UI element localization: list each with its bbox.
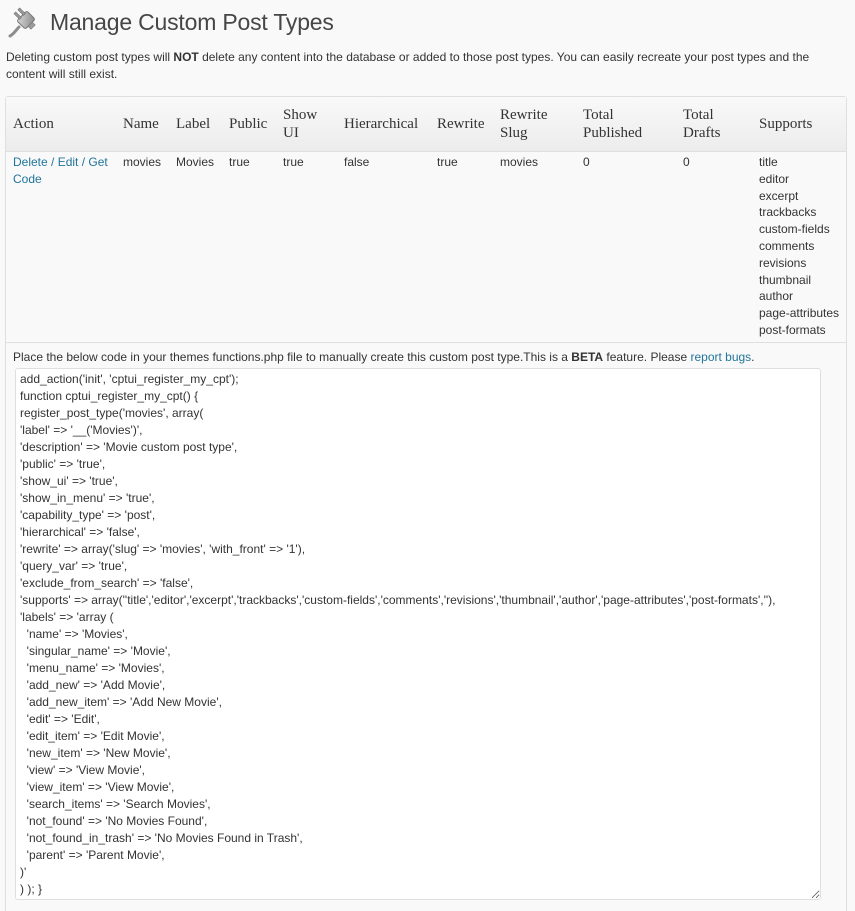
edit-link[interactable]: Edit <box>57 155 79 169</box>
list-item: comments <box>759 238 815 253</box>
list-item: revisions <box>759 255 807 270</box>
list-item: page-attributes <box>759 306 840 321</box>
delete-notice <box>6 49 836 83</box>
column-header-rewrite: Rewrite <box>437 116 485 132</box>
delete-link[interactable]: Delete <box>13 155 48 169</box>
column-header-total-drafts: Total Drafts <box>683 107 721 141</box>
column-header-show-ui: Show UI <box>283 107 318 141</box>
cell-public: true <box>229 155 250 169</box>
action-separator: / <box>78 155 89 169</box>
list-item: trackbacks <box>759 205 817 220</box>
cell-hierarchical: false <box>344 155 370 169</box>
get-code-link[interactable]: Get Code <box>13 155 108 186</box>
report-bugs-link[interactable]: report bugs <box>690 350 752 364</box>
list-item: thumbnail <box>759 272 812 287</box>
code-instructions <box>13 349 755 366</box>
list-item: excerpt <box>759 188 799 203</box>
cell-name: movies <box>123 155 162 169</box>
code-note-bold: BETA <box>571 350 604 364</box>
page-title: Manage Custom Post Types <box>50 8 334 35</box>
list-item: editor <box>759 171 790 186</box>
column-header-action: Action <box>13 116 54 132</box>
notice-text-after: delete any content into the database or added to those post types. You can easily recreate your post types and the content will still exist. <box>6 50 810 81</box>
cell-supports <box>759 154 839 339</box>
code-note-before: Place the below code in your themes functions.php file to manually create this custom post type.This is a <box>13 350 572 364</box>
code-note-after: feature. Please <box>603 350 691 364</box>
page-header <box>6 2 334 42</box>
column-header-total-published: Total Published <box>583 107 643 141</box>
plugin-plug-icon <box>6 4 42 40</box>
row-divider <box>6 342 846 343</box>
list-item: author <box>759 289 794 304</box>
column-header-label: Label <box>176 116 211 132</box>
notice-text-bold: NOT <box>173 50 199 64</box>
cell-show-ui: true <box>283 155 304 169</box>
column-header-rewrite-slug: Rewrite Slug <box>500 107 548 141</box>
code-note-end: . <box>751 350 755 364</box>
generated-code-textarea[interactable] <box>15 368 821 900</box>
list-item: title <box>759 155 778 169</box>
cell-rewrite: true <box>437 155 458 169</box>
action-separator: / <box>47 155 58 169</box>
list-item: post-formats <box>759 322 826 337</box>
column-header-public: Public <box>229 116 268 132</box>
column-header-name: Name <box>123 116 159 132</box>
supports-list <box>759 154 839 339</box>
row-actions <box>13 154 113 188</box>
cell-total-drafts: 0 <box>683 155 690 169</box>
cell-label: Movies <box>176 155 215 169</box>
post-types-table <box>5 96 847 911</box>
notice-text-before: Deleting custom post types will <box>6 50 174 64</box>
table-header <box>6 97 846 152</box>
column-header-hierarchical: Hierarchical <box>344 116 419 132</box>
cell-rewrite-slug: movies <box>500 155 539 169</box>
column-header-supports: Supports <box>759 116 813 132</box>
list-item: custom-fields <box>759 222 830 237</box>
cell-total-published: 0 <box>583 155 590 169</box>
